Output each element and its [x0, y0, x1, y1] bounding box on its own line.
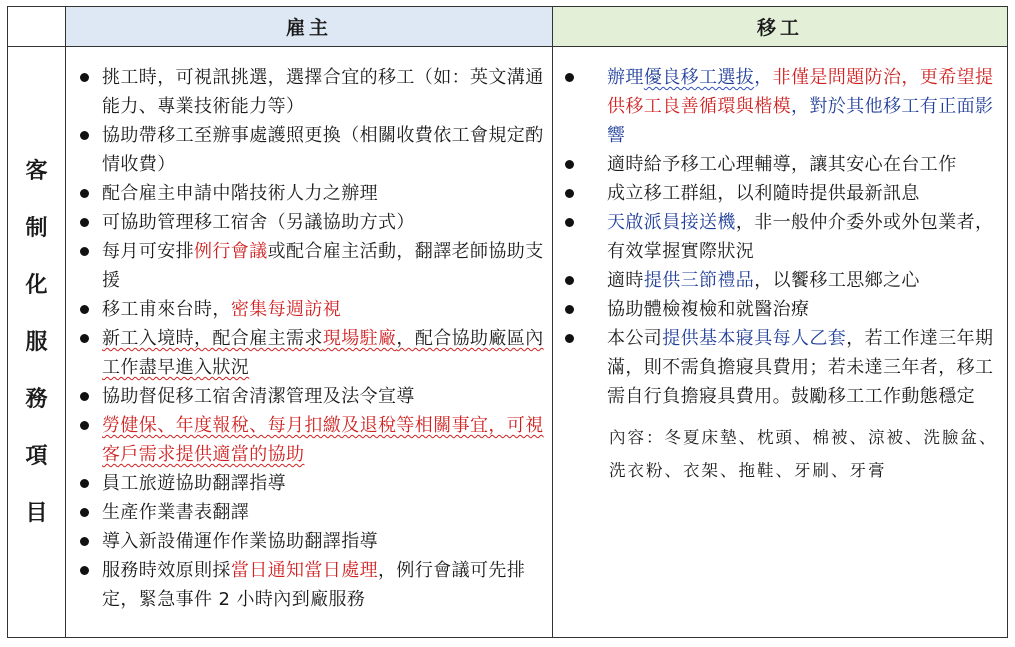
worker-item-text: 優良移工選拔	[643, 67, 755, 88]
worker-item	[553, 63, 1001, 150]
worker-item-text: 成立移工群組，以利隨時提供最新訊息	[607, 183, 920, 204]
employer-item-list	[66, 47, 552, 614]
worker-item-text: ，	[754, 67, 773, 88]
side-title-char: 目	[25, 499, 48, 526]
worker-item-list	[553, 47, 1007, 411]
side-title-cell	[8, 47, 66, 638]
employer-item-text: 當日通知當日處理	[230, 560, 379, 581]
employer-item	[66, 237, 546, 295]
worker-item-text: 本公司	[607, 328, 663, 349]
employer-item-text: 新工入境時，配合雇主需求	[102, 328, 323, 349]
employer-item-text: 導入新設備運作作業協助翻譯指導	[102, 531, 378, 552]
side-title	[25, 143, 47, 542]
worker-item-text: 適時	[607, 270, 644, 291]
employer-item-text: 每月可安排	[102, 241, 194, 262]
employer-item-text: 或配合雇主活動，翻譯老師協助支援	[102, 241, 544, 291]
employer-item	[66, 411, 546, 469]
worker-item	[553, 208, 1001, 266]
employer-item-text: 移工甫來台時，	[102, 299, 231, 320]
employer-item-text: 挑工時，可視訊挑選，選擇合宜的移工（如：英文溝通能力、專業技術能力等）	[102, 67, 544, 117]
worker-item	[553, 150, 1001, 179]
employer-item-text: 可協助管理移工宿舍（另議協助方式）	[102, 212, 415, 233]
worker-item-text: 非僅是問題防治，更希望提供移工良善循環與楷模	[607, 67, 994, 117]
employer-item	[66, 382, 546, 411]
corner-cell	[8, 7, 66, 47]
service-table	[7, 6, 1008, 638]
worker-item	[553, 324, 1001, 411]
bedding-contents: 內容：冬夏床墊、枕頭、棉被、涼被、洗臉盆、洗衣粉、衣架、拖鞋、牙刷、牙膏	[609, 428, 998, 480]
employer-item	[66, 469, 546, 498]
worker-item-text: ，非一般仲介委外或外包業者，有效掌握實際狀況	[607, 212, 994, 262]
employer-item-text: 生產作業書表翻譯	[102, 502, 250, 523]
worker-item	[553, 179, 1001, 208]
side-title-char: 服	[25, 328, 48, 355]
employer-item	[66, 295, 546, 324]
side-title-char: 制	[25, 214, 48, 241]
side-title-char: 務	[25, 385, 48, 412]
employer-column	[66, 47, 553, 638]
employer-item-text: 現場駐廠	[322, 328, 397, 349]
worker-item-text: 辦理	[607, 67, 644, 88]
employer-item-text: 密集每週訪視	[230, 299, 342, 320]
employer-item	[66, 208, 546, 237]
worker-item-text: ，若工作達三年期滿，則不需負擔寢具費用；若未達三年者，移工需自行負擔寢具費用。鼓勵移工工作動態穩定	[607, 328, 994, 407]
employer-item	[66, 63, 546, 121]
employer-item	[66, 498, 546, 527]
employer-item	[66, 527, 546, 556]
side-title-char: 項	[25, 442, 48, 469]
worker-item-text: 提供基本寢具每人乙套	[662, 328, 847, 349]
worker-item	[553, 266, 1001, 295]
worker-item-text: 協助體檢複檢和就醫治療	[607, 299, 810, 320]
employer-item-text: 例行會議	[194, 241, 268, 262]
employer-item	[66, 121, 546, 179]
header-row	[8, 7, 1008, 47]
content-row	[8, 47, 1008, 638]
worker-item-text: ，以饗移工思鄉之心	[754, 270, 920, 291]
employer-item-text: ，配合協助廠區內工作盡早進入狀況	[102, 328, 544, 378]
worker-item-text: ，對於其他移工有正面影響	[607, 96, 994, 146]
worker-item-text: 天啟派員接送機	[607, 212, 736, 233]
side-title-char: 客	[25, 157, 48, 184]
employer-item-text: 協助帶移工至辦事處護照更換（相關收費依工會規定酌情收費）	[102, 125, 544, 175]
worker-item-text: 提供三節禮品	[643, 270, 755, 291]
employer-item	[66, 179, 546, 208]
employer-item-text: 協助督促移工宿舍清潔管理及法令宣導	[102, 386, 415, 407]
worker-header: 移工	[553, 7, 1008, 47]
worker-item	[553, 295, 1001, 324]
employer-item-text: 服務時效原則採	[102, 560, 231, 581]
side-title-char: 化	[25, 271, 48, 298]
employer-item-text: ，例行會議可先排定，緊急事件 2 小時內到廠服務	[102, 560, 526, 610]
employer-item	[66, 556, 546, 614]
employer-item	[66, 324, 546, 382]
employer-item-text: 勞健保、年度報稅、每月扣繳及退稅等相關事宜，可視客戶需求提供適當的協助	[102, 415, 544, 465]
employer-header: 雇主	[66, 7, 553, 47]
worker-column	[553, 47, 1008, 638]
employer-item-text: 員工旅遊協助翻譯指導	[102, 473, 286, 494]
worker-item-text: 適時給予移工心理輔導，讓其安心在台工作	[607, 154, 957, 175]
employer-item-text: 配合雇主申請中階技術人力之辦理	[102, 183, 378, 204]
